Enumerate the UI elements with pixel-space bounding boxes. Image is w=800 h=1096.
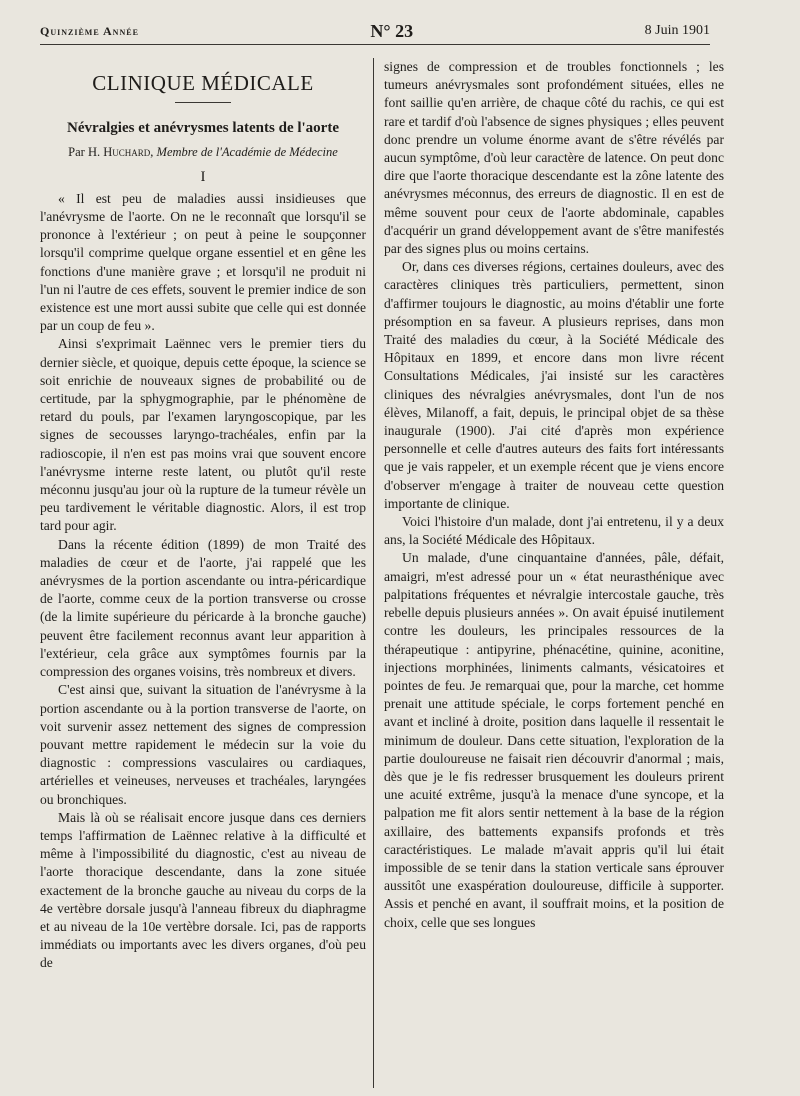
paragraph: Ainsi s'exprimait Laënnec vers le premier tiers du dernier siècle, et quoique, depuis cette époque, la science se soit enrichie de nouveaux signes de probabilité ou de certitude, par la sphygmographie, par le phénomène de retard du pouls, par l'examen laryngoscopique, par les signes de secousses laryngo-trachéales, enfin par la radioscopie, il n'en est pas moins vrai que souvent encore l'anévrysme interne reste latent, ou plutôt qu'il reste méconnu jusqu'au jour où la rupture de la tumeur révèle un peu tardivement le véritable diagnostic. Alors, il est trop tard pour agir. [40,336,366,534]
author-name: Huchard, [103,145,154,160]
byline [40,143,366,161]
page-header [40,18,710,45]
left-column [40,58,366,973]
paragraph: Dans la récente édition (1899) de mon Traité des maladies de cœur et de l'aorte, j'ai rappelé que les anévrysmes de la portion ascendante ou intra-péricardique de l'aorte, comme ceux de la portion transverse ou crosse (de la limite supérieure du péricarde à la bronche gauche) peuvent être facilement reconnus avant leur apparition à l'extérieur, cela grâce aux symptômes fournis par la compression des organes voisins, très nombreux et divers. [40,536,366,680]
section-title: CLINIQUE MÉDICALE [92,71,314,95]
paragraph: « Il est peu de maladies aussi insidieuses que l'anévrysme de l'aorte. On ne le reconnaît que lorsqu'il se prononce à l'extérieur ; on peut à peine le soupçonner lorsqu'il comprime quelque organe essentiel et en gêne les fonctions d'une manière grave ; et lorsqu'il ne produit ni l'un ni l'autre de ces effets, souvent le premier indice de son existence est une mort aussi subite que celle qui est donnée par un coup de feu ». [40,190,366,334]
author-affiliation: Membre de l'Académie de Médecine [156,145,338,160]
header-edition: Quinzième Année [40,23,139,38]
title-divider [175,102,231,103]
paragraph: signes de compression et de troubles fonctionnels ; les tumeurs anévrysmales sont profondément situées, elles ne font saillie qu'en arrière, de chaque côté du rachis, ce qui est rare et tardif d'où l'absence de signes physiques ; elles peuvent donc prendre un volume énorme avant de s'être révélés par aucun symptôme, d'où leur caractère de latence. On peut donc dire que l'aorte thoracique descendante est la zône latente des anévrysmes méconnus, des erreurs de diagnostic. Il en est de même souvent pour ceux de l'aorte abdominale, capables d'acquérir un grand développement avant de s'être manifestés par des signes plus ou moins certains. [384,59,724,257]
paragraph: Un malade, d'une cinquantaine d'années, pâle, défait, amaigri, m'est adressé pour un « état neurasthénique avec palpitations fréquentes et névralgie intercostale gauche, très rebelle depuis plusieurs années ». On avait épuisé inutilement contre les douleurs, les principales ressources de la thérapeutique : antipyrine, phénacétine, quinine, aconitine, injections morphinées, liniments calmants, vésicatoires et pointes de feu. Je remarquai que, pour la marche, cet homme prenait une attitude spéciale, le corps fortement penché en avant et incliné à droite, position dans laquelle il ressentait le minimum de douleur. Dans cette situation, l'exploration de la partie douloureuse ne faisait rien découvrir d'anormal ; mais, dès que je le fis redresser brusquement les douleurs prirent une acuité extrême, jusqu'à la menace d'une syncope, et la palpation me fit alors sentir nettement à la base de la région axillaire, des battements expansifs profonds et très caractéristiques. Le malade m'avait appris qu'il lui était impossible de se tenir dans la station verticale sans éprouver aussitôt une exaspération douloureuse, difficile à supporter. Assis et penché en avant, il souffrait moins, et la position de choix, celle que ses longues [384,550,724,930]
column-divider [373,58,374,1088]
paragraph: Voici l'histoire d'un malade, dont j'ai entretenu, il y a deux ans, la Société Médicale des Hôpitaux. [384,514,724,548]
header-date: 8 Juin 1901 [644,23,710,38]
part-number: I [200,168,206,185]
paragraph: C'est ainsi que, suivant la situation de l'anévrysme à la portion ascendante ou à la portion transverse de l'aorte, on voit survenir assez nettement des signes de compression pouvant mettre rapidement le médecin sur la voie du diagnostic : compressions vasculaires ou cardiaques, artérielles et veineuses, nerveuses et trachéales, laryngées ou bronchiques. [40,682,366,807]
byline-prefix: Par H. [68,145,101,160]
header-issue-number: N° 23 [370,20,414,41]
right-column [384,58,724,932]
paragraph: Or, dans ces diverses régions, certaines douleurs, avec des caractères cliniques très particuliers, permettent, sinon d'affirmer toujours le diagnostic, au moins d'établir une forte présomption en sa faveur. A plusieurs reprises, dans mon Traité des maladies du cœur, à la Société Médicale des Hôpitaux en 1899, et encore dans mon livre récent Consultations Médicales, j'ai insisté sur les caractères cliniques des névralgies anévrysmales, dont l'un de nos élèves, Milanoff, a fait, depuis, le principal objet de sa thèse inaugurale (1900). J'ai cité d'après mon expérience personnelle et celle d'autres auteurs des faits fort intéressants que je vais rappeler, et un exemple récent que je viens encore d'observer m'engage à traiter de nouveau cette question importante de clinique. [384,259,724,511]
article-title: Névralgies et anévrysmes latents de l'aorte [66,120,339,137]
paragraph: Mais là où se réalisait encore jusque dans ces derniers temps l'affirmation de Laënnec relative à la difficulté et même à l'impossibilité du diagnostic, c'est au niveau de l'aorte thoracique descendante, dans la zone située exactement de la bronche gauche au niveau du corps de la 4e vertèbre dorsale jusqu'à l'anneau fibreux du diaphragme et au niveau de la 10e vertèbre dorsale. Ici, pas de rapports immédiats ou importants avec les divers organes, d'où peu de [40,809,366,971]
